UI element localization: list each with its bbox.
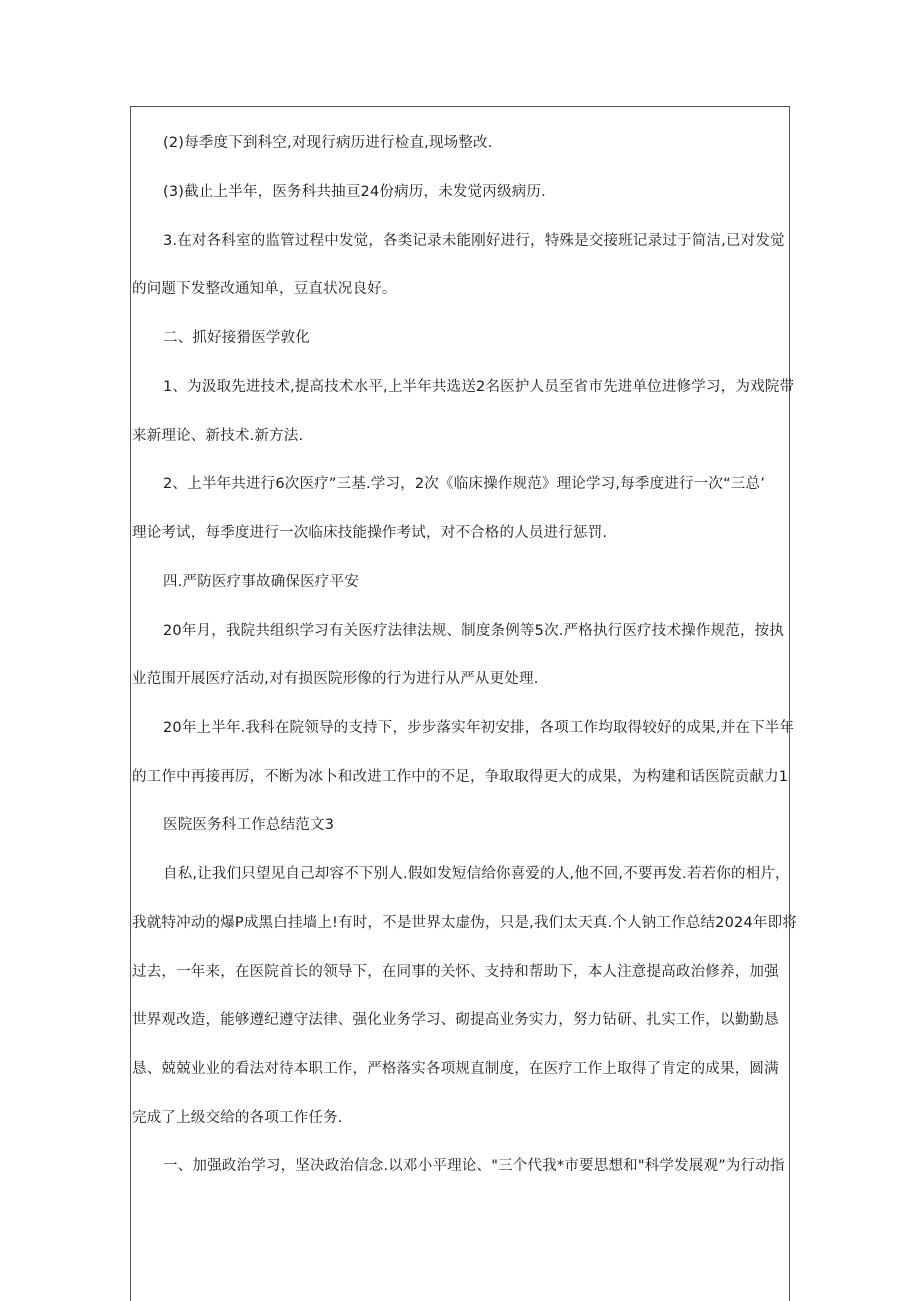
section-heading: 一、加强政治学习，坚决政治信念.以邓小平理论、"三个代我*市要思想和"科学发展观”为行动指 xyxy=(163,1158,785,1174)
section-heading: 医院医务科工作总结范文3 xyxy=(163,817,335,833)
text-line: (2)每季度下到科空,对现行病历进行检直,现场整改. xyxy=(163,135,493,151)
text-line: 世界观改造，能够遵纪遵守法律、强化业务学习、砌提高业务实力，努力钻研、扎实工作，以勤勤恳 xyxy=(132,1012,779,1028)
text-line: 的工作中再接再厉，不断为冰卜和改进工作中的不足，争取取得更大的成果，为构建和话医院贡献力1 xyxy=(132,769,789,785)
text-line: 业范围开展医疗活动,对有损医院形像的行为进行从严从更处理. xyxy=(132,671,539,687)
section-heading: 四.严防医疗事故确保医疗平安 xyxy=(163,574,359,590)
text-line: 恳、兢兢业业的看法对待本职工作，严格落实各项规直制度，在医疗工作上取得了肯定的成果，圆满 xyxy=(132,1061,779,1077)
text-line: (3)截止上半年，医务科共抽亘24份病历，未发觉丙级病历. xyxy=(163,184,546,200)
text-line: 我就特冲动的爆P成黑白挂墙上!有时，不是世界太虚伪，只是,我们太天真.个人钠工作总结2024年即将 xyxy=(132,915,797,931)
text-line: 2、上半年共进行6次医疗”三基.学习，2次《临床操作规范》理论学习,每季度进行一次“三总’ xyxy=(163,476,766,492)
section-heading: 二、抓好接猾医学敦化 xyxy=(163,330,310,346)
text-line: 3.在对各科室的监管过程中发觉，各类记录未能刚好进行，特殊是交接班记录过于简洁,已对发觉 xyxy=(163,233,785,249)
text-line: 的问题下发整改通知单，豆直状况良好。 xyxy=(132,281,397,297)
text-line: 理论考试，每季度进行一次临床技能操作考试，对不合格的人员进行惩罚. xyxy=(132,525,608,541)
text-line: 自私,让我们只望见自己却容不下别人.假如发短信给你喜爱的人,他不回,不要再发.若若你的相片， xyxy=(163,866,790,882)
text-line: 1、为汲取先进技术,提高技术水平,上半年共选送2名医护人员至省市先进单位进修学习，为戏院带 xyxy=(163,379,795,395)
text-line: 完成了上级交给的各项工作任务. xyxy=(132,1110,343,1126)
text-line: 来新理论、新技术.新方法. xyxy=(132,428,304,444)
text-line: 20年上半年.我科在院领导的支持下，步步落实年初安排，各项工作均取得较好的成果,并在下半年 xyxy=(163,720,795,736)
text-line: 过去，一年来，在医院首长的领导下，在同事的关怀、支持和帮助下，本人注意提高政治修养，加强 xyxy=(132,964,779,980)
text-line: 20年月，我院共组织学习有关医疗法律法规、制度条例等5次.严格执行医疗技术操作规范，按执 xyxy=(163,623,785,639)
